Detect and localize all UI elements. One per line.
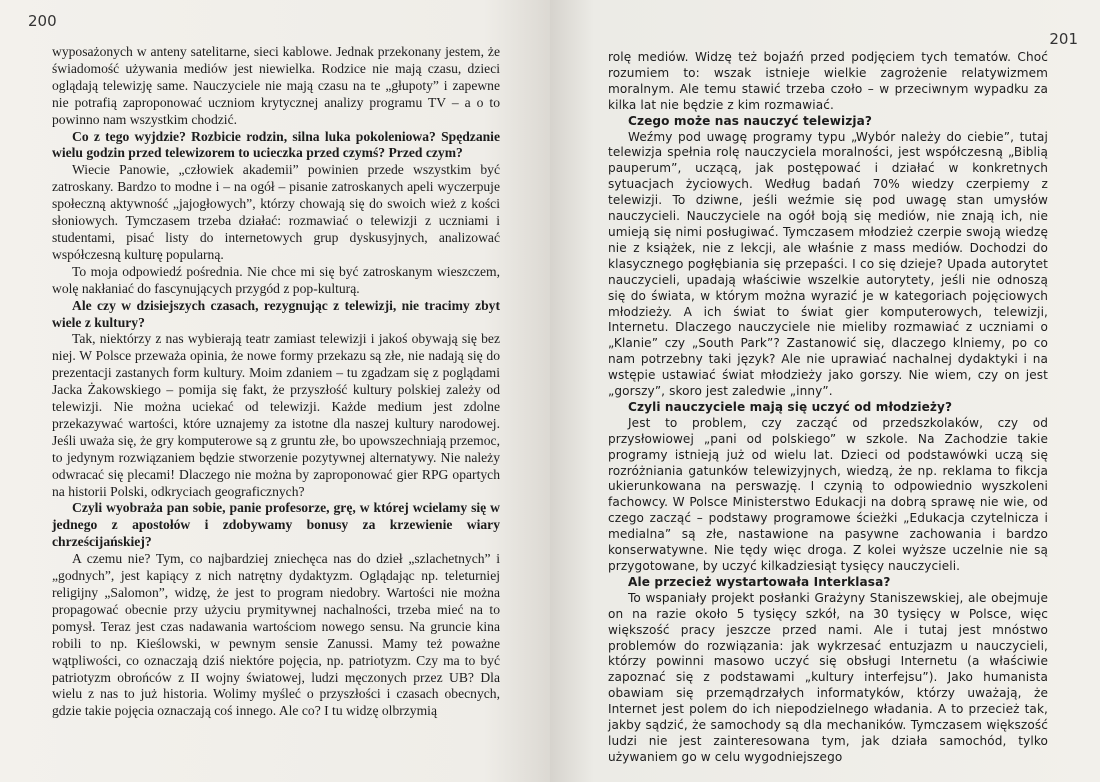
right-page bbox=[550, 0, 1100, 782]
page-number-right: 201 bbox=[1049, 30, 1078, 48]
question: Czego może nas nauczyć telewizja? bbox=[628, 113, 872, 128]
paragraph: wyposażonych w anteny satelitarne, sieci kablowe. Jednak przekonany jestem, że świadomość używania mediów jest niewielka. Rodzice nie mają czasu, dzieci oglądają telewizję same. Nauczyciele nie mają czasu na te „głupoty” i zapewne nie potrafią zaproponować uczniom krytycznej analizy programu TV – a o to powinno nam wszystkim chodzić. bbox=[52, 44, 500, 127]
question: Ale czy w dzisiejszych czasach, rezygnując z telewizji, nie tracimy zbyt wiele z kultury? bbox=[52, 297, 500, 330]
paragraph: rolę mediów. Widzę też bojaźń przed podjęciem tych tematów. Choć rozumiem to: wszak istnieje wielkie zagrożenie relatywizmem moralnym. Ale temu stawić trzeba czoło – w przeciwnym wypadku za kilka lat nie będzie z kim rozmawiać. bbox=[608, 50, 1048, 112]
question: Czyli wyobraża pan sobie, panie profesorze, grę, w której wcielamy się w jednego z apostołów i zdobywamy bonusy za krzewienie wiary chrześcijańskiej? bbox=[52, 500, 500, 550]
question: Czyli nauczyciele mają się uczyć od młodzieży? bbox=[628, 399, 953, 414]
paragraph: Jest to problem, czy zacząć od przedszkolaków, czy od przysłowiowej „pani od polskiego” w szkole. Na Zachodzie takie programy istnieją już od wielu lat. Dzieci od podstawówki uczą się rozróżniania gatunków telewizyjnych, wiedzą, że np. reklama to fikcja ukierunkowana na perswazję. I czynią to odpowiednio wyszkoleni fachowcy. W Polsce Ministerstwo Edukacji na dobrą sprawę nie wie, od czego zacząć – podstawy programowe ścieżki „Edukacja czytelnicza i medialna” są złe, nastawione na pasywne zachowania i bardzo konserwatywne. Nie tędy więc droga. Z kolei wyższe uczelnie nie są przygotowane, by uczyć kilkadziesiąt tysięcy nauczycieli. bbox=[608, 415, 1048, 573]
paragraph: Wiecie Panowie, „człowiek akademii” powinien przede wszystkim być zatroskany. Bardzo to modne i – na ogół – pisanie zatroskanych apeli wyczerpuje społeczną aktywność „jajogłowych”, którzy chowają się do swoich wież z kości słoniowych. Tymczasem trzeba działać: rozmawiać o telewizji z uczniami i studentami, pisać listy do internetowych grup dyskusyjnych, analizować współczesną kulturę popularną. bbox=[52, 162, 500, 262]
page-number-left: 200 bbox=[28, 12, 57, 30]
paragraph: Tak, niektórzy z nas wybierają teatr zamiast telewizji i jakoś obywają się bez niej. W Polsce przeważa opinia, że nowe formy przekazu są złe, nie nadają się do prezentacji zastanych form kultury. Moim zdaniem – tu zgadzam się z poglądami Jacka Żakowskiego – pomija się fakt, że przyszłość kultury polskiej zależy od telewizji. Nie można uciekać od telewizji. Każde medium jest zdolne przekazywać wartości, które uznajemy za istotne dla naszej kultury narodowej. Jeśli uważa się, że gry komputerowe są z gruntu złe, bo upowszechniają przemoc, to jedynym rozwiązaniem będzie stworzenie pozytywnej alternatywy. Nie należy odwracać się plecami! Dlaczego nie można by zaproponować gier RPG opartych na historii Polski, odkryciach geograficznych? bbox=[52, 331, 500, 499]
paragraph: Weźmy pod uwagę programy typu „Wybór należy do ciebie”, tutaj telewizja spełnia rolę nauczyciela moralności, jest współczesną „Biblią pauperum”, uczącą, jak postępować i działać w konkretnych sytuacjach życiowych. Według badań 70% wiedzy czerpiemy z telewizji. To dziwne, jeśli weźmie się pod uwagę stan umysłów nauczycieli. Nauczyciele na ogół boją się mediów, nie znają ich, nie umieją się nimi posługiwać. Tymczasem młodzież czerpie swoją wiedzę nie z książek, nie z lekcji, ale właśnie z mass mediów. Dochodzi do klasycznego pogłębiania się przepaści. I co się dzieje? Upada autorytet nauczycieli, upadają właściwie wszelkie autorytety, jeśli nie odnoszą się do świata, w którym można wyrazić je w kategoriach pojęciowych młodzieży. A ich świat to świat gier komputerowych, telewizji, Internetu. Dlaczego nauczyciele nie mieliby rozmawiać z uczniami o „Klanie” czy „South Park”? Zastanowić się, dlaczego klniemy, po co nam potrzebny taki język? Ale nie uprawiać nachalnej dydaktyki i na wstępie ustawiać świat młodzieży jako gorszy. Nie wiem, czy on jest „gorszy”, skoro jest zaledwie „inny”. bbox=[608, 129, 1048, 399]
question: Ale przecież wystartowała Interklasa? bbox=[628, 574, 891, 589]
paragraph: To wspaniały projekt posłanki Grażyny Staniszewskiej, ale obejmuje on na razie około 5 tysięcy szkół, na 30 tysięcy w Polsce, więc większość pracy jeszcze przed nami. Ale i tutaj jest mnóstwo problemów do rozwiązania: jak wykrzesać entuzjazm u nauczycieli, którzy powinni masowo uczyć się obsługi Internetu (a właściwie zapoznać się z podstawami „kultury interfejsu”). Jako humanista obawiam się przemądrzałych informatyków, którzy uważają, że Internet jest polem do ich niepodzielnego władania. A to przecież tak, jakby sądzić, że samochody są dla mechaników. Tymczasem większość ludzi nie jest zainteresowana tym, jak działa samochód, tylko używaniem go w celu wygodniejszego bbox=[608, 590, 1048, 764]
left-page-text bbox=[52, 44, 500, 720]
paragraph: A czemu nie? Tym, co najbardziej zniechęca nas do dzieł „szlachetnych” i „godnych”, jest kapiący z nich natrętny dydaktyzm. Oglądając np. teleturniej religijny „Salomon”, widzę, że jest to program niedobry. Wartości nie można propagować obecnie przy użyciu prymitywnej nachalności, trzeba mieć na to pomysł. Teraz jest czas nadawania wartościom nowego sensu. Na gruncie kina robili to np. Kieślowski, w pewnym sensie Zanussi. Mamy też poważne wątpliwości, co oznaczają dziś niektóre pojęcia, np. patriotyzm. Czy ma to być patriotyzm obrońców z II wojny światowej, ludzi męczonych przez UB? Dla wielu z nas to już historia. Wolimy myśleć o przyszłości i czasach obecnych, gdzie takie pojęcia oznaczają coś innego. Ale co? I tu widzę olbrzymią bbox=[52, 551, 500, 719]
right-page-text bbox=[608, 50, 1048, 766]
paragraph: To moja odpowiedź pośrednia. Nie chce mi się być zatroskanym wieszczem, wolę nakłaniać do fascynujących przygód z pop-kulturą. bbox=[52, 263, 500, 296]
question: Co z tego wyjdzie? Rozbicie rodzin, silna luka pokoleniowa? Spędzanie wielu godzin przed telewizorem to ucieczka przed czymś? Przed czym? bbox=[52, 128, 500, 161]
